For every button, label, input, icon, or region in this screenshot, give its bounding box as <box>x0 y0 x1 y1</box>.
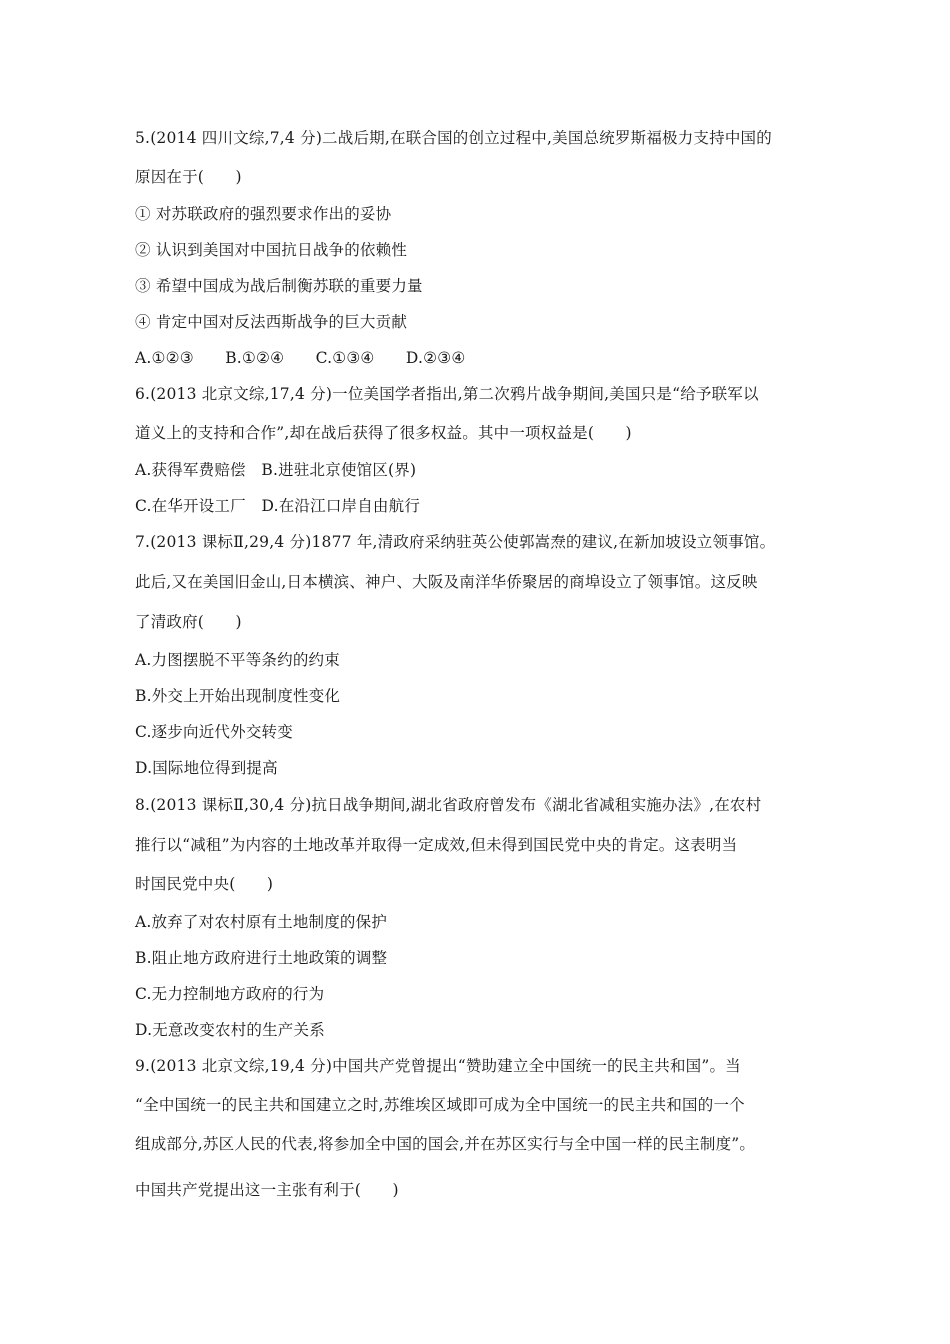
q8-stem-line3: 时国民党中央( ) <box>135 875 274 893</box>
q7-stem-line3: 了清政府( ) <box>135 613 242 631</box>
q7-option-d: D.国际地位得到提高 <box>135 759 278 777</box>
q8-stem-line2: 推行以“减租”为内容的土地改革并取得一定成效,但未得到国民党中央的肯定。这表明当 <box>135 836 738 854</box>
q6-stem-line2: 道义上的支持和合作”,却在战后获得了很多权益。其中一项权益是( ) <box>135 424 632 442</box>
q8-option-b: B.阻止地方政府进行土地政策的调整 <box>135 949 388 967</box>
q8-stem-line1: 8.(2013 课标Ⅱ,30,4 分)抗日战争期间,湖北省政府曾发布《湖北省减租实施办法》,在农村 <box>135 796 762 814</box>
q7-option-a: A.力图摆脱不平等条约的约束 <box>135 651 340 669</box>
q9-stem-line3: 组成部分,苏区人民的代表,将参加全中国的国会,并在苏区实行与全中国一样的民主制度”。 <box>135 1135 756 1153</box>
q5-stem-line1: 5.(2014 四川文综,7,4 分)二战后期,在联合国的创立过程中,美国总统罗斯福极力支持中国的 <box>135 129 772 147</box>
q9-stem-line1: 9.(2013 北京文综,19,4 分)中国共产党曾提出“赞助建立全中国统一的民主共和国”。当 <box>135 1057 741 1075</box>
q5-option-2: ② 认识到美国对中国抗日战争的依赖性 <box>135 241 408 259</box>
q8-option-c: C.无力控制地方政府的行为 <box>135 985 325 1003</box>
q8-option-a: A.放弃了对农村原有土地制度的保护 <box>135 913 388 931</box>
q5-option-4: ④ 肯定中国对反法西斯战争的巨大贡献 <box>135 313 408 331</box>
q7-stem-line1: 7.(2013 课标Ⅱ,29,4 分)1877 年,清政府采纳驻英公使郭嵩焘的建议,在新加坡设立领事馆。 <box>135 533 776 551</box>
q7-option-c: C.逐步向近代外交转变 <box>135 723 293 741</box>
q5-option-1: ① 对苏联政府的强烈要求作出的妥协 <box>135 205 392 223</box>
q5-choices: A.①②③ B.①②④ C.①③④ D.②③④ <box>135 349 466 367</box>
q5-option-3: ③ 希望中国成为战后制衡苏联的重要力量 <box>135 277 423 295</box>
q5-stem-line2: 原因在于( ) <box>135 168 242 186</box>
q8-option-d: D.无意改变农村的生产关系 <box>135 1021 325 1039</box>
q6-stem-line1: 6.(2013 北京文综,17,4 分)一位美国学者指出,第二次鸦片战争期间,美国只是“给予联军以 <box>135 385 759 403</box>
q9-stem-line4: 中国共产党提出这一主张有利于( ) <box>135 1181 399 1199</box>
q6-choices-cd: C.在华开设工厂 D.在沿江口岸自由航行 <box>135 497 421 515</box>
q7-option-b: B.外交上开始出现制度性变化 <box>135 687 341 705</box>
q9-stem-line2: “全中国统一的民主共和国建立之时,苏维埃区域即可成为全中国统一的民主共和国的一个 <box>135 1096 745 1114</box>
q6-choices-ab: A.获得军费赔偿 B.进驻北京使馆区(界) <box>135 461 417 479</box>
q7-stem-line2: 此后,又在美国旧金山,日本横滨、神户、大阪及南洋华侨聚居的商埠设立了领事馆。这反映 <box>135 573 758 591</box>
